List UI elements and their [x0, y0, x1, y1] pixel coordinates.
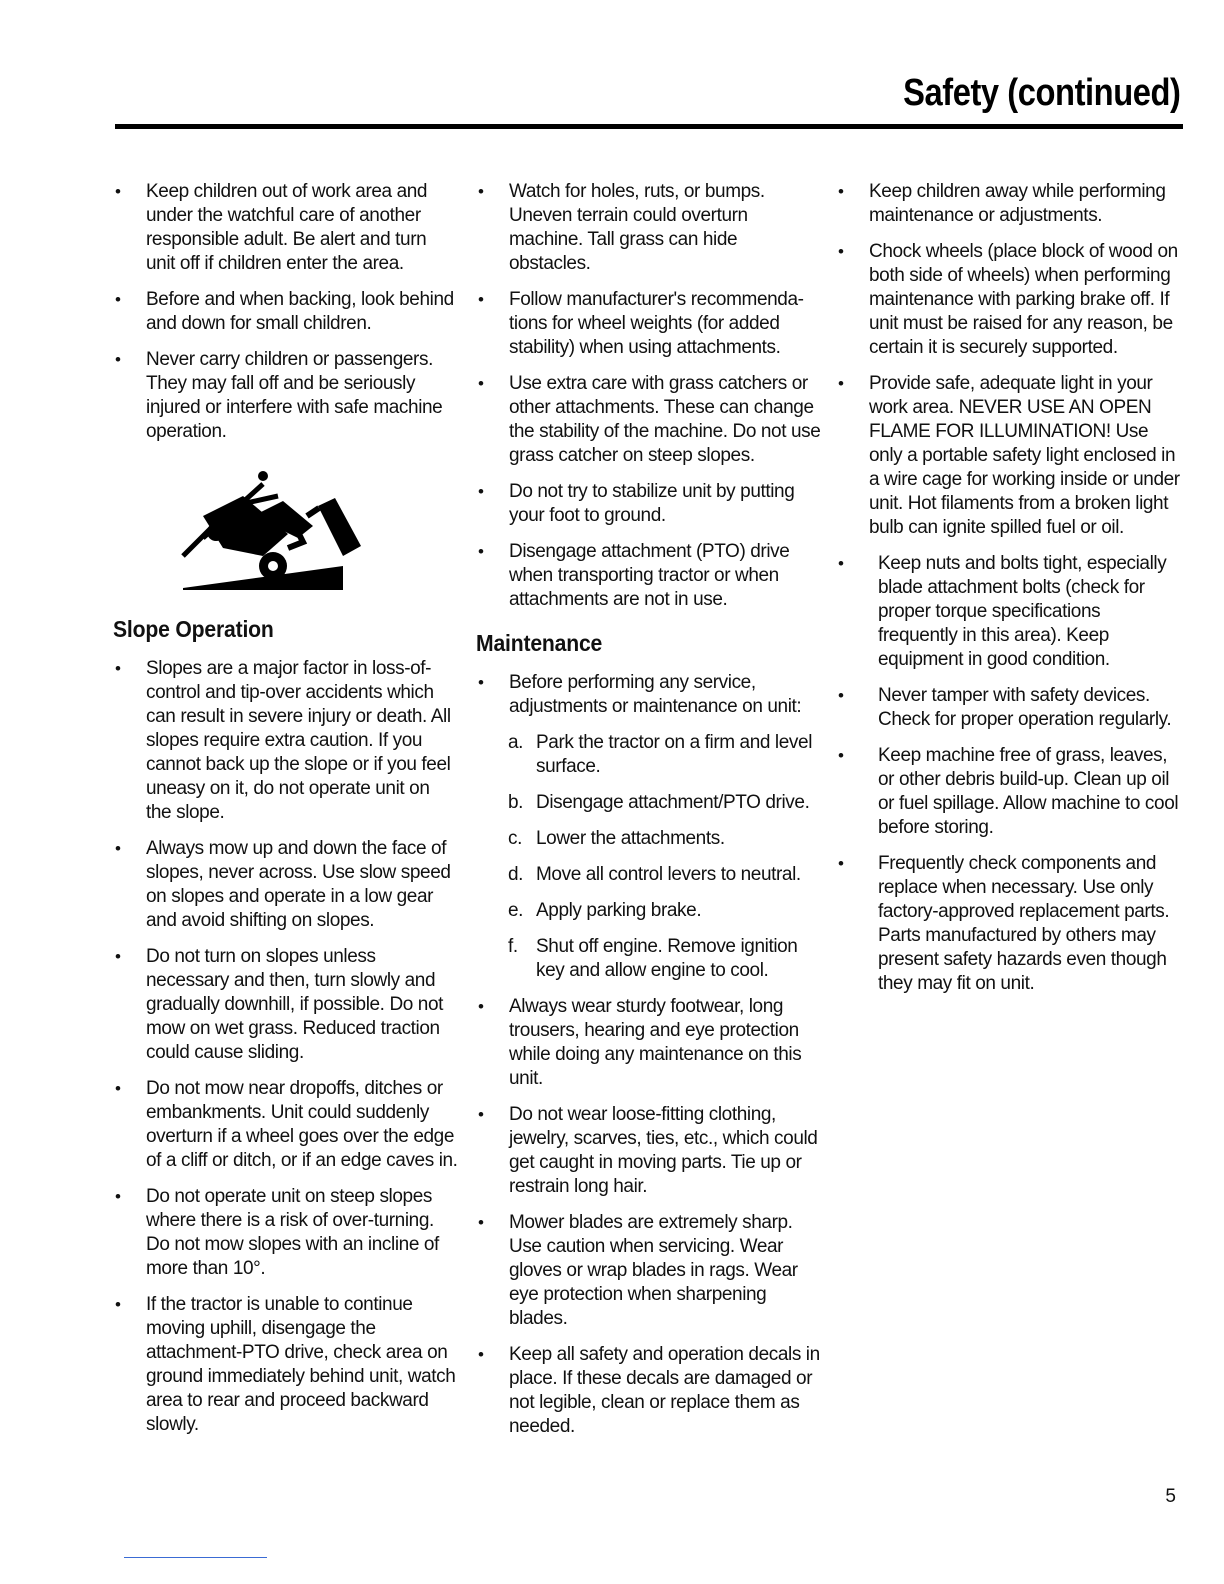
operation-bullet-list	[476, 180, 822, 612]
list-item: • Do not wear loose-fitting clothing, jewelry, scarves, ties, etc., which could get caught in moving parts. Tie up or restrain long hair.	[476, 1103, 822, 1199]
list-item: • Slopes are a major factor in loss-of-control and tip-over accidents which can result in severe injury or death. All slopes require extra caution. If you cannot back up the slope or if you feel uneasy on it, do not operate unit on the slope.	[113, 657, 459, 825]
list-item: • Mower blades are extremely sharp. Use caution when servicing. Wear gloves or wrap blades in rags. Wear eye protection when sharpening blades.	[476, 1211, 822, 1331]
list-item: • Use extra care with grass catchers or other attachments. These can change the stability of the machine. Do not use grass catcher on steep slopes.	[476, 372, 822, 468]
list-item: • Keep nuts and bolts tight, especially blade attachment bolts (check for proper torque specifications frequently in this area). Keep equipment in good condition.	[836, 552, 1182, 672]
step-text: Park the tractor on a firm and level surface.	[536, 732, 813, 777]
column-2	[476, 180, 822, 1451]
step-item	[508, 731, 822, 779]
list-item: • Do not mow near dropoffs, ditches or embankments. Unit could suddenly overturn if a wheel goes over the edge of a cliff or ditch, or if an edge caves in.	[113, 1077, 459, 1173]
slope-bullet-list	[113, 657, 459, 1437]
list-item: • Always wear sturdy footwear, long trousers, hearing and eye protection while doing any maintenance on this unit.	[476, 995, 822, 1091]
maintenance-heading: Maintenance	[476, 630, 603, 656]
list-item: • Provide safe, adequate light in your work area. NEVER USE AN OPEN FLAME FOR ILLUMINATION! Use only a portable safety light enclosed in a wire cage for working inside or under unit. Hot filaments from a broken light bulb can ignite spilled fuel or oil.	[836, 372, 1182, 540]
list-item: • Watch for holes, ruts, or bumps. Uneven terrain could overturn machine. Tall grass can hide obstacles.	[476, 180, 822, 276]
step-letter: a.	[508, 732, 524, 753]
step-letter: f.	[508, 936, 518, 957]
header-rule	[115, 124, 1183, 129]
list-item: • Never carry children or passengers. They may fall off and be seriously injured or interfere with safe machine operation.	[113, 348, 459, 444]
intro-bullet-list	[113, 180, 459, 444]
step-text: Disengage attachment/PTO drive.	[536, 792, 810, 813]
step-text: Move all control levers to neutral.	[536, 864, 801, 885]
slope-tipover-icon	[113, 456, 459, 606]
list-item: • Before performing any service, adjustments or maintenance on unit:	[476, 671, 822, 719]
list-item: • Before and when backing, look behind and down for small children.	[113, 288, 459, 336]
maintenance-safety-list	[836, 180, 1182, 996]
slope-operation-heading: Slope Operation	[113, 616, 274, 642]
step-text: Apply parking brake.	[536, 900, 702, 921]
page-title: Safety (continued)	[902, 72, 1180, 114]
list-item: • Do not operate unit on steep slopes where there is a risk of over-turning. Do not mow slopes with an incline of more than 10°.	[113, 1185, 459, 1281]
list-item: • Keep machine free of grass, leaves, or other debris build-up. Clean up oil or fuel spillage. Allow machine to cool before storing.	[836, 744, 1182, 840]
footer-rule	[124, 1557, 267, 1558]
column-1	[113, 180, 459, 1449]
list-item: • Chock wheels (place block of wood on both side of wheels) when performing maintenance with parking brake off. If unit must be raised for any reason, be certain it is securely supported.	[836, 240, 1182, 360]
step-item	[508, 863, 822, 887]
list-item: • If the tractor is unable to continue moving uphill, disengage the attachment-PTO drive, check area on ground immediately behind unit, watch area to rear and proceed backward slowly.	[113, 1293, 459, 1437]
list-item: • Do not try to stabilize unit by putting your foot to ground.	[476, 480, 822, 528]
step-text: Lower the attachments.	[536, 828, 725, 849]
step-item	[508, 791, 822, 815]
column-3	[836, 180, 1182, 1008]
maintenance-steps	[508, 731, 822, 983]
list-item: • Keep all safety and operation decals in place. If these decals are damaged or not legible, clean or replace them as needed.	[476, 1343, 822, 1439]
list-item: • Keep children away while performing maintenance or adjustments.	[836, 180, 1182, 228]
step-item	[508, 827, 822, 851]
tractor-tipover-slope-icon	[113, 456, 459, 606]
step-letter: d.	[508, 864, 524, 885]
step-text: Shut off engine. Remove ignition key and allow engine to cool.	[536, 936, 798, 981]
list-item: • Follow manufacturer's recommenda-tions for wheel weights (for added stability) when using attachments.	[476, 288, 822, 360]
maintenance-intro-list	[476, 671, 822, 719]
list-item: • Keep children out of work area and under the watchful care of another responsible adult. Be alert and turn unit off if children enter the area.	[113, 180, 459, 276]
step-item	[508, 935, 822, 983]
step-letter: b.	[508, 792, 524, 813]
list-item: • Never tamper with safety devices. Check for proper operation regularly.	[836, 684, 1182, 732]
step-item	[508, 899, 822, 923]
list-item: • Frequently check components and replace when necessary. Use only factory-approved replacement parts. Parts manufactured by others may present safety hazards even though they may fit on unit.	[836, 852, 1182, 996]
step-letter: e.	[508, 900, 524, 921]
list-item: • Do not turn on slopes unless necessary and then, turn slowly and gradually downhill, if possible. Do not mow on wet grass. Reduced traction could cause sliding.	[113, 945, 459, 1065]
list-item: • Always mow up and down the face of slopes, never across. Use slow speed on slopes and operate in a low gear and avoid shifting on slopes.	[113, 837, 459, 933]
maintenance-bullet-list	[476, 995, 822, 1439]
page-number: 5	[1165, 1486, 1176, 1507]
step-letter: c.	[508, 828, 522, 849]
list-item: • Disengage attachment (PTO) drive when transporting tractor or when attachments are not in use.	[476, 540, 822, 612]
